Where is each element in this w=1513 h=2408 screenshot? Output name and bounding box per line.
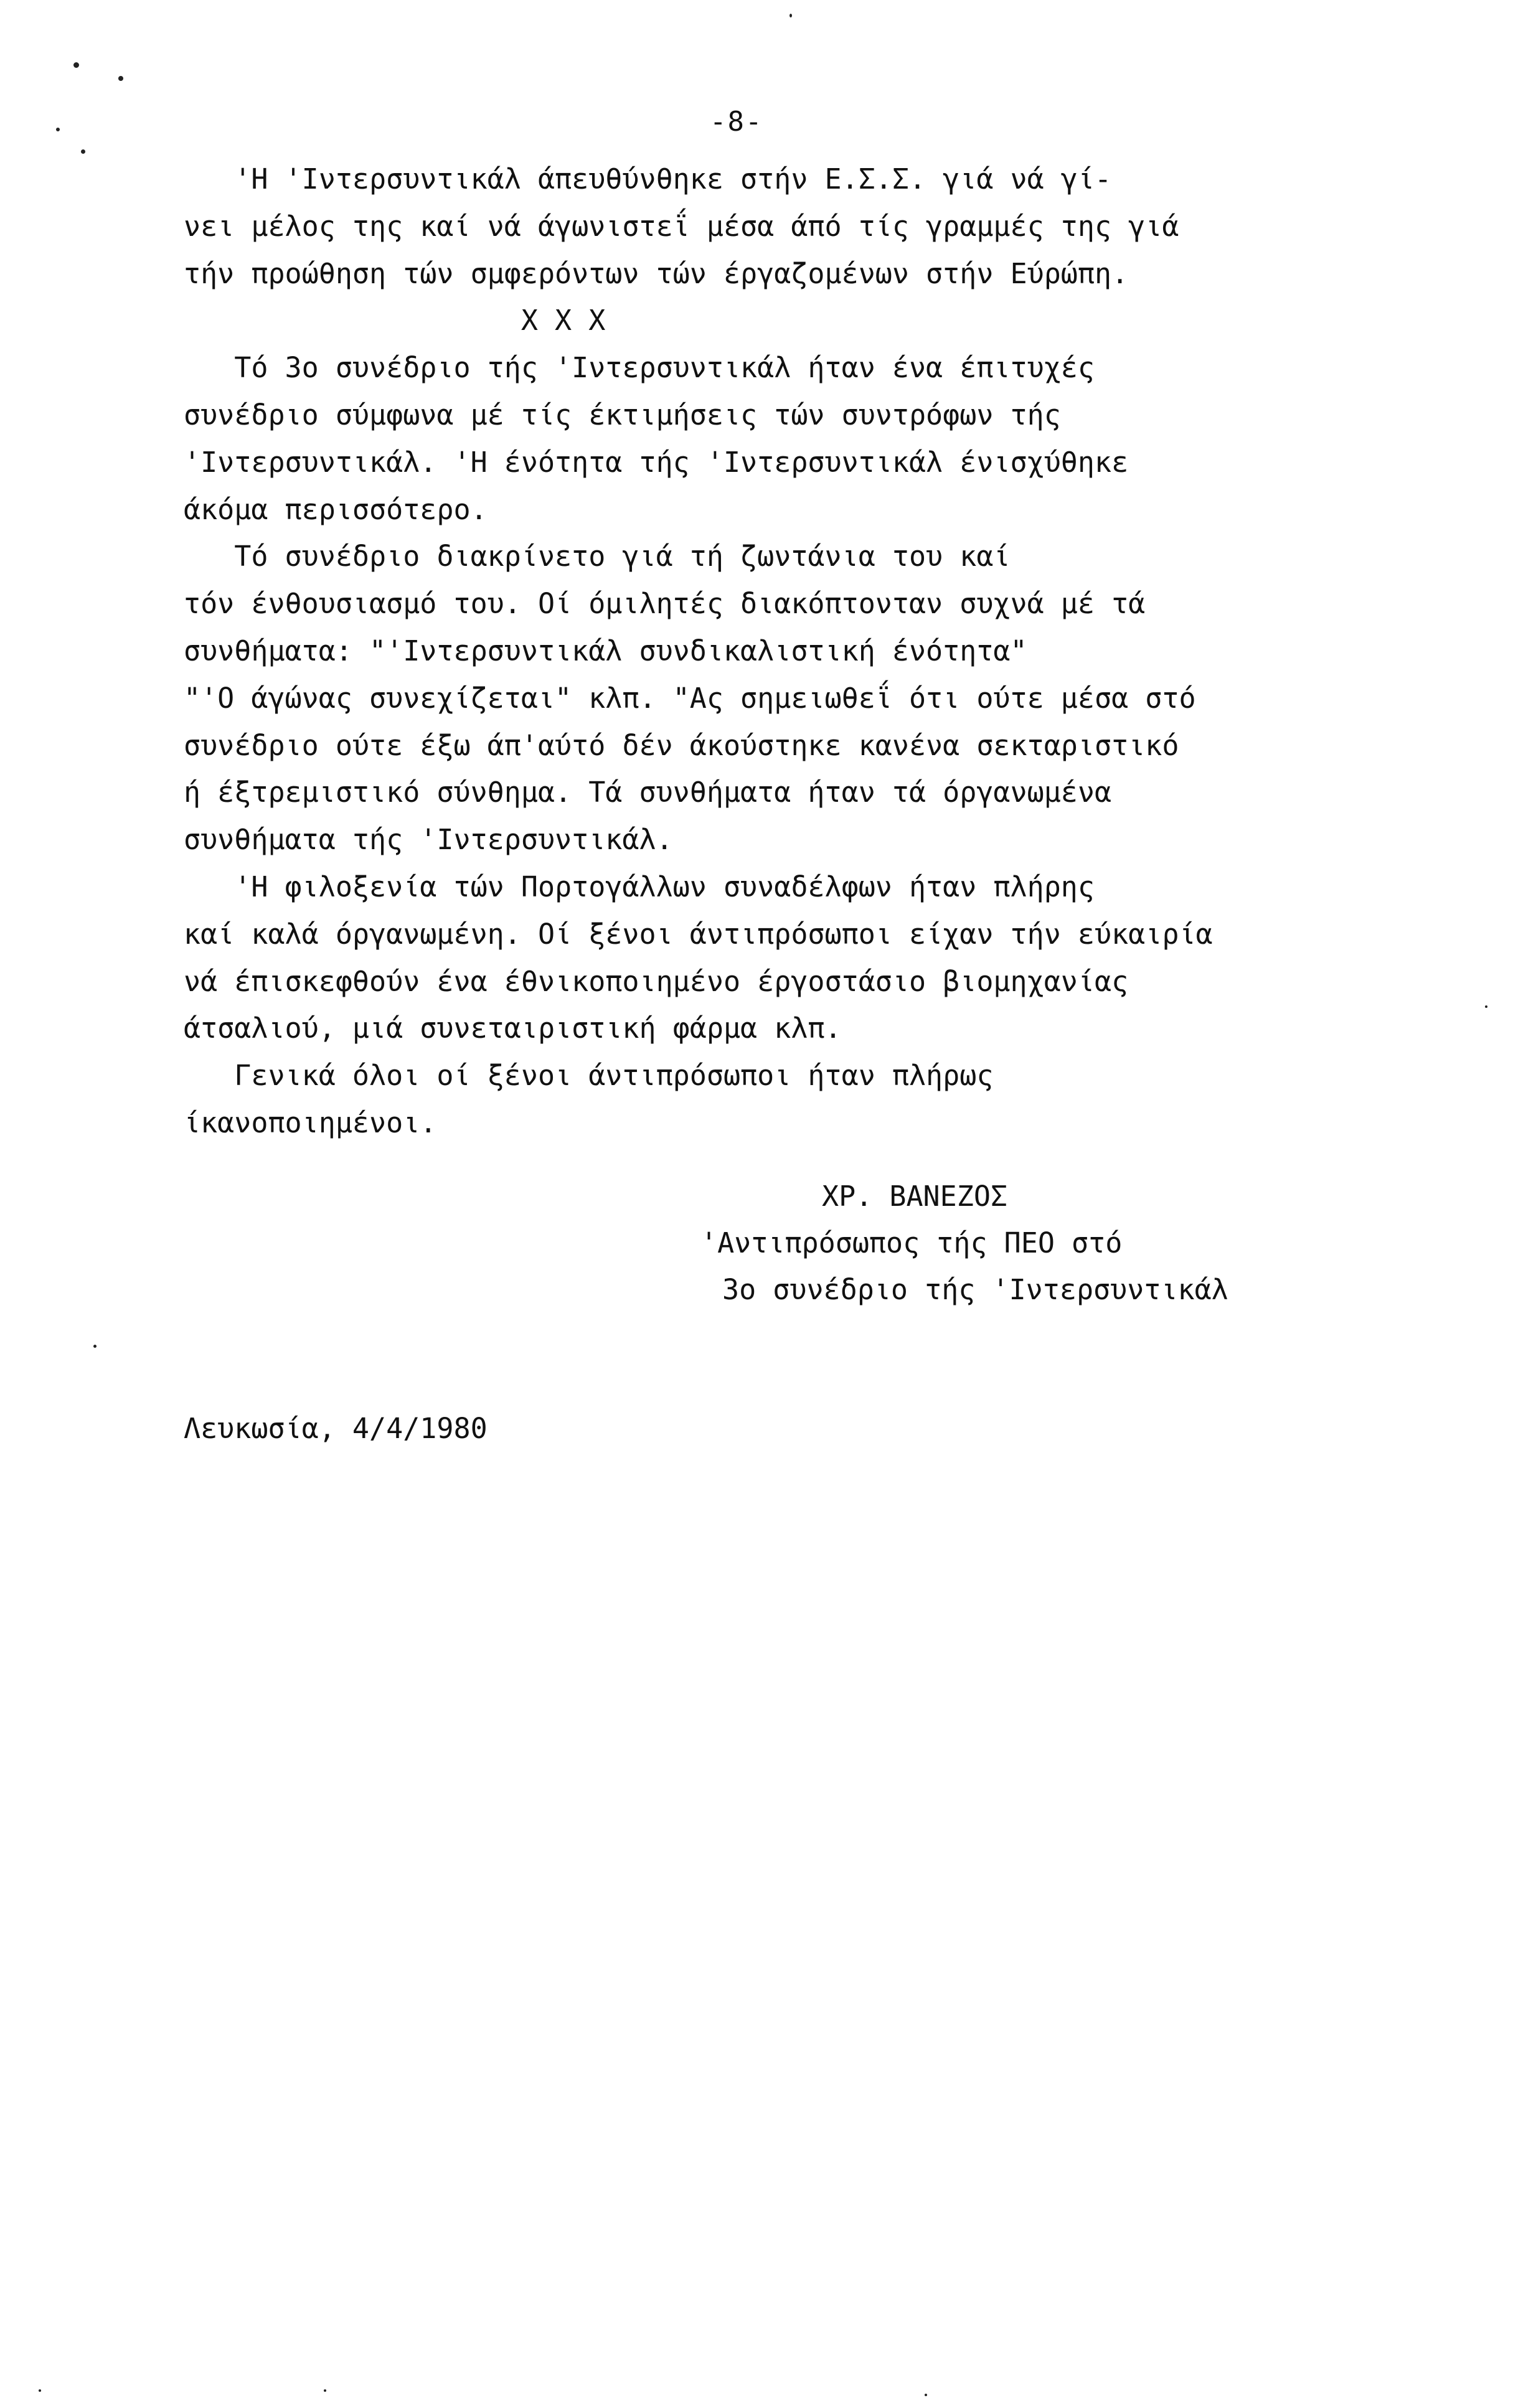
scan-speck [1485,1005,1487,1008]
text-line: άκόμα περισσότερο. [184,492,488,526]
text-line: καί καλά όργανωμένη. Οί ξένοι άντιπρόσωποι είχαν τήν εύκαιρία [184,917,1213,951]
text-line: συνθήματα: "'Ιντερσυντικάλ συνδικαλιστική ένότητα" [184,634,1027,667]
signature-event: 3ο συνέδριο τής 'Ιντερσυντικάλ [722,1273,1228,1306]
text-line: "'Ο άγώνας συνεχίζεται" κλπ. "Ας σημειωθεΐ ότι ούτε μέσα στό [184,681,1196,715]
text-line: ίκανοποιημένοι. [184,1106,437,1139]
scan-speck [324,2389,326,2392]
text-line: Τό 3ο συνέδριο τής 'Ιντερσυντικάλ ήταν ένα έπιτυχές [184,351,1095,385]
text-line: Γενικά όλοι οί ξένοι άντιπρόσωποι ήταν πλήρως [184,1059,994,1093]
page-number: -8- [710,106,763,138]
text-line: συνέδριο ούτε έξω άπ'αύτό δέν άκούστηκε κανένα σεκταριστικό [184,728,1179,762]
scan-speck [56,128,60,131]
text-line: νά έπισκεφθούν ένα έθνικοποιημένο έργοστάσιο βιομηχανίας [184,964,1129,998]
text-line: συνέδριο σύμφωνα μέ τίς έκτιμήσεις τών συντρόφων τής [184,398,1061,431]
scan-speck [73,62,79,68]
section-separator: Χ Χ Χ [184,304,606,337]
scan-speck [81,149,85,154]
text-line: 'Η φιλοξενία τών Πορτογάλλων συναδέλφων ήταν πλήρης [184,870,1095,903]
text-line: άτσαλιού, μιά συνεταιριστική φάρμα κλπ. [184,1012,842,1045]
scan-speck [789,14,792,17]
text-line: τόν ένθουσιασμό του. Οί όμιλητές διακόπτονταν συχνά μέ τά [184,587,1146,621]
text-line: ή έξτρεμιστικό σύνθημα. Τά συνθήματα ήταν τά όργανωμένα [184,776,1112,809]
signature-role: 'Αντιπρόσωπος τής ΠΕΟ στό [700,1226,1123,1259]
text-line: τήν προώθηση τών σμφερόντων τών έργαζομένων στήν Εύρώπη. [184,256,1129,290]
scan-speck [39,2389,41,2392]
text-line: 'Ιντερσυντικάλ. 'Η ένότητα τής 'Ιντερσυντικάλ ένισχύθηκε [184,445,1129,479]
scan-speck [93,1345,97,1348]
place-date: Λευκωσία, 4/4/1980 [184,1412,488,1445]
body-text [184,156,1329,1147]
scan-speck [925,2394,927,2396]
text-line: 'Η 'Ιντερσυντικάλ άπευθύνθηκε στήν Ε.Σ.Σ. γιά νά γί- [184,162,1112,195]
text-line: νει μέλος της καί νά άγωνιστεΐ μέσα άπό τίς γραμμές της γιά [184,209,1179,243]
text-line: Τό συνέδριο διακρίνετο γιά τή ζωντάνια του καί [184,540,1011,573]
text-line: συνθήματα τής 'Ιντερσυντικάλ. [184,823,673,857]
signature-name: ΧΡ. ΒΑΝΕΖΟΣ [822,1180,1008,1213]
scan-speck [118,76,123,81]
